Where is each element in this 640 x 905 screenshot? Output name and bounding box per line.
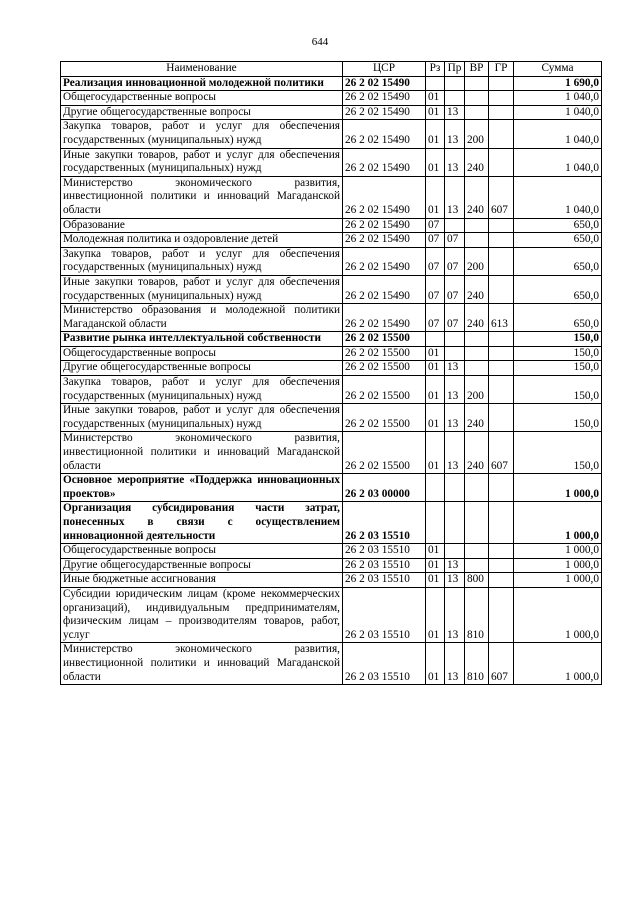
row-csr-cell: 26 2 02 15500: [343, 332, 426, 347]
row-pr-cell: 13: [445, 573, 465, 588]
table-row: [61, 275, 602, 303]
row-vr-cell: 810: [465, 587, 489, 642]
row-csr-cell: 26 2 03 15510: [343, 502, 426, 544]
row-csr-cell: 26 2 02 15500: [343, 346, 426, 361]
table-row: [61, 346, 602, 361]
row-pr-cell: 13: [445, 404, 465, 432]
row-rz-cell: 01: [426, 148, 445, 176]
row-rz-cell: 01: [426, 643, 445, 685]
row-name-cell: Иные закупки товаров, работ и услуг для обеспечения государственных (муниципальных) нужд: [61, 275, 343, 303]
table-row: [61, 332, 602, 347]
row-name-cell: Основное мероприятие «Поддержка инновационных проектов»: [61, 474, 343, 502]
row-name-cell: Министерство экономического развития, инвестиционной политики и инноваций Магаданской области: [61, 176, 343, 218]
budget-table: [60, 61, 602, 685]
column-header-name: Наименование: [61, 62, 343, 77]
row-pr-cell: [445, 346, 465, 361]
row-vr-cell: [465, 233, 489, 248]
row-csr-cell: 26 2 02 15500: [343, 432, 426, 474]
row-vr-cell: 240: [465, 176, 489, 218]
row-gr-cell: [489, 105, 514, 120]
row-csr-cell: 26 2 02 15490: [343, 76, 426, 91]
table-row: [61, 587, 602, 642]
row-vr-cell: 200: [465, 376, 489, 404]
row-sum-cell: 1 040,0: [514, 91, 602, 106]
row-vr-cell: 200: [465, 120, 489, 148]
table-row: [61, 148, 602, 176]
row-csr-cell: 26 2 03 15510: [343, 643, 426, 685]
table-row: [61, 361, 602, 376]
row-rz-cell: 07: [426, 218, 445, 233]
row-gr-cell: [489, 558, 514, 573]
row-sum-cell: 1 000,0: [514, 587, 602, 642]
row-sum-cell: 150,0: [514, 432, 602, 474]
row-gr-cell: [489, 76, 514, 91]
row-vr-cell: [465, 105, 489, 120]
row-gr-cell: [489, 120, 514, 148]
row-pr-cell: [445, 502, 465, 544]
row-sum-cell: 1 040,0: [514, 176, 602, 218]
row-csr-cell: 26 2 02 15490: [343, 247, 426, 275]
row-gr-cell: [489, 544, 514, 559]
row-gr-cell: 607: [489, 176, 514, 218]
row-name-cell: Образование: [61, 218, 343, 233]
column-header-vr: ВР: [465, 62, 489, 77]
row-pr-cell: 13: [445, 643, 465, 685]
row-csr-cell: 26 2 03 00000: [343, 474, 426, 502]
column-header-csr: ЦСР: [343, 62, 426, 77]
column-header-gr: ГР: [489, 62, 514, 77]
row-rz-cell: 01: [426, 346, 445, 361]
row-name-cell: Общегосударственные вопросы: [61, 346, 343, 361]
row-gr-cell: [489, 404, 514, 432]
row-gr-cell: [489, 474, 514, 502]
column-header-sum: Сумма: [514, 62, 602, 77]
row-csr-cell: 26 2 02 15490: [343, 233, 426, 248]
row-rz-cell: 01: [426, 558, 445, 573]
table-row: [61, 432, 602, 474]
row-csr-cell: 26 2 02 15500: [343, 404, 426, 432]
row-rz-cell: 01: [426, 105, 445, 120]
table-row: [61, 120, 602, 148]
row-rz-cell: [426, 332, 445, 347]
column-header-rz: Рз: [426, 62, 445, 77]
row-gr-cell: [489, 573, 514, 588]
row-vr-cell: 240: [465, 304, 489, 332]
row-vr-cell: 240: [465, 432, 489, 474]
page-number: 644: [311, 36, 329, 48]
row-gr-cell: [489, 233, 514, 248]
row-rz-cell: 07: [426, 233, 445, 248]
row-gr-cell: [489, 148, 514, 176]
row-pr-cell: 13: [445, 361, 465, 376]
row-csr-cell: 26 2 02 15490: [343, 176, 426, 218]
row-sum-cell: 1 040,0: [514, 120, 602, 148]
row-vr-cell: 240: [465, 148, 489, 176]
row-gr-cell: [489, 275, 514, 303]
row-pr-cell: 07: [445, 247, 465, 275]
row-pr-cell: 13: [445, 558, 465, 573]
row-name-cell: Министерство экономического развития, инвестиционной политики и инноваций Магаданской области: [61, 643, 343, 685]
row-rz-cell: [426, 474, 445, 502]
row-gr-cell: [489, 502, 514, 544]
row-sum-cell: 1 000,0: [514, 558, 602, 573]
row-name-cell: Министерство экономического развития, инвестиционной политики и инноваций Магаданской области: [61, 432, 343, 474]
row-gr-cell: [489, 91, 514, 106]
row-pr-cell: 13: [445, 587, 465, 642]
row-rz-cell: 07: [426, 247, 445, 275]
row-rz-cell: 01: [426, 544, 445, 559]
row-name-cell: Другие общегосударственные вопросы: [61, 361, 343, 376]
row-sum-cell: 650,0: [514, 247, 602, 275]
row-pr-cell: [445, 218, 465, 233]
row-csr-cell: 26 2 02 15490: [343, 275, 426, 303]
row-rz-cell: 01: [426, 361, 445, 376]
row-gr-cell: [489, 376, 514, 404]
row-pr-cell: 13: [445, 176, 465, 218]
row-csr-cell: 26 2 03 15510: [343, 558, 426, 573]
row-rz-cell: 01: [426, 587, 445, 642]
table-row: [61, 247, 602, 275]
row-name-cell: Субсидии юридическим лицам (кроме некоммерческих организаций), индивидуальным предпринимателям, физическим лицам – производителям товаров, работ, услуг: [61, 587, 343, 642]
row-pr-cell: 13: [445, 376, 465, 404]
table-row: [61, 76, 602, 91]
row-pr-cell: 13: [445, 105, 465, 120]
row-pr-cell: [445, 544, 465, 559]
row-sum-cell: 150,0: [514, 332, 602, 347]
table-row: [61, 558, 602, 573]
table-row: [61, 544, 602, 559]
row-sum-cell: 1 000,0: [514, 502, 602, 544]
table-row: [61, 474, 602, 502]
row-vr-cell: 240: [465, 404, 489, 432]
row-vr-cell: [465, 474, 489, 502]
row-sum-cell: 1 000,0: [514, 544, 602, 559]
row-vr-cell: [465, 502, 489, 544]
row-vr-cell: 240: [465, 275, 489, 303]
row-rz-cell: 07: [426, 275, 445, 303]
row-name-cell: Иные бюджетные ассигнования: [61, 573, 343, 588]
row-vr-cell: [465, 558, 489, 573]
row-vr-cell: [465, 218, 489, 233]
row-sum-cell: 150,0: [514, 404, 602, 432]
row-name-cell: Закупка товаров, работ и услуг для обеспечения государственных (муниципальных) нужд: [61, 376, 343, 404]
table-row: [61, 105, 602, 120]
table-row: [61, 643, 602, 685]
table-body: [61, 76, 602, 685]
table-row: [61, 404, 602, 432]
row-pr-cell: [445, 91, 465, 106]
row-csr-cell: 26 2 02 15490: [343, 91, 426, 106]
row-gr-cell: [489, 361, 514, 376]
row-pr-cell: [445, 474, 465, 502]
row-sum-cell: 650,0: [514, 304, 602, 332]
row-csr-cell: 26 2 02 15490: [343, 105, 426, 120]
table-row: [61, 502, 602, 544]
row-vr-cell: 810: [465, 643, 489, 685]
row-pr-cell: 13: [445, 432, 465, 474]
row-rz-cell: 07: [426, 304, 445, 332]
row-name-cell: Закупка товаров, работ и услуг для обеспечения государственных (муниципальных) нужд: [61, 247, 343, 275]
row-sum-cell: 1 000,0: [514, 573, 602, 588]
row-csr-cell: 26 2 02 15500: [343, 361, 426, 376]
row-name-cell: Закупка товаров, работ и услуг для обеспечения государственных (муниципальных) нужд: [61, 120, 343, 148]
row-csr-cell: 26 2 03 15510: [343, 544, 426, 559]
row-csr-cell: 26 2 02 15500: [343, 376, 426, 404]
table-row: [61, 304, 602, 332]
table-row: [61, 218, 602, 233]
table-header-row: [61, 62, 602, 77]
row-csr-cell: 26 2 02 15490: [343, 148, 426, 176]
row-pr-cell: [445, 76, 465, 91]
row-pr-cell: 07: [445, 275, 465, 303]
row-name-cell: Развитие рынка интеллектуальной собственности: [61, 332, 343, 347]
row-pr-cell: [445, 332, 465, 347]
row-gr-cell: [489, 218, 514, 233]
row-gr-cell: [489, 332, 514, 347]
row-vr-cell: 800: [465, 573, 489, 588]
row-sum-cell: 1 000,0: [514, 474, 602, 502]
row-rz-cell: [426, 502, 445, 544]
row-csr-cell: 26 2 02 15490: [343, 120, 426, 148]
row-rz-cell: 01: [426, 91, 445, 106]
row-pr-cell: 13: [445, 120, 465, 148]
row-gr-cell: 607: [489, 432, 514, 474]
table-row: [61, 176, 602, 218]
row-rz-cell: [426, 76, 445, 91]
row-sum-cell: 150,0: [514, 361, 602, 376]
row-sum-cell: 1 040,0: [514, 148, 602, 176]
row-name-cell: Другие общегосударственные вопросы: [61, 558, 343, 573]
row-csr-cell: 26 2 03 15510: [343, 587, 426, 642]
row-sum-cell: 1 690,0: [514, 76, 602, 91]
row-name-cell: Организация субсидирования части затрат, понесенных в связи с осуществлением инновационной деятельности: [61, 502, 343, 544]
row-gr-cell: [489, 346, 514, 361]
row-sum-cell: 150,0: [514, 346, 602, 361]
table-row: [61, 573, 602, 588]
row-vr-cell: [465, 361, 489, 376]
row-name-cell: Иные закупки товаров, работ и услуг для обеспечения государственных (муниципальных) нужд: [61, 404, 343, 432]
row-name-cell: Иные закупки товаров, работ и услуг для обеспечения государственных (муниципальных) нужд: [61, 148, 343, 176]
row-vr-cell: [465, 76, 489, 91]
row-vr-cell: [465, 332, 489, 347]
column-header-pr: Пр: [445, 62, 465, 77]
row-rz-cell: 01: [426, 376, 445, 404]
row-sum-cell: 650,0: [514, 218, 602, 233]
row-name-cell: Другие общегосударственные вопросы: [61, 105, 343, 120]
table-row: [61, 376, 602, 404]
row-vr-cell: [465, 544, 489, 559]
row-csr-cell: 26 2 02 15490: [343, 218, 426, 233]
row-rz-cell: 01: [426, 176, 445, 218]
table-row: [61, 91, 602, 106]
row-vr-cell: 200: [465, 247, 489, 275]
table-row: [61, 233, 602, 248]
row-name-cell: Министерство образования и молодежной политики Магаданской области: [61, 304, 343, 332]
row-pr-cell: 13: [445, 148, 465, 176]
row-name-cell: Общегосударственные вопросы: [61, 91, 343, 106]
row-sum-cell: 650,0: [514, 275, 602, 303]
row-gr-cell: [489, 587, 514, 642]
row-gr-cell: [489, 247, 514, 275]
row-vr-cell: [465, 91, 489, 106]
row-name-cell: Общегосударственные вопросы: [61, 544, 343, 559]
row-csr-cell: 26 2 02 15490: [343, 304, 426, 332]
row-rz-cell: 01: [426, 432, 445, 474]
row-rz-cell: 01: [426, 120, 445, 148]
row-rz-cell: 01: [426, 404, 445, 432]
row-csr-cell: 26 2 03 15510: [343, 573, 426, 588]
row-pr-cell: 07: [445, 233, 465, 248]
row-gr-cell: 613: [489, 304, 514, 332]
row-name-cell: Молодежная политика и оздоровление детей: [61, 233, 343, 248]
row-vr-cell: [465, 346, 489, 361]
row-sum-cell: 150,0: [514, 376, 602, 404]
row-rz-cell: 01: [426, 573, 445, 588]
row-sum-cell: 1 000,0: [514, 643, 602, 685]
row-name-cell: Реализация инновационной молодежной политики: [61, 76, 343, 91]
row-sum-cell: 650,0: [514, 233, 602, 248]
row-gr-cell: 607: [489, 643, 514, 685]
row-pr-cell: 07: [445, 304, 465, 332]
row-sum-cell: 1 040,0: [514, 105, 602, 120]
